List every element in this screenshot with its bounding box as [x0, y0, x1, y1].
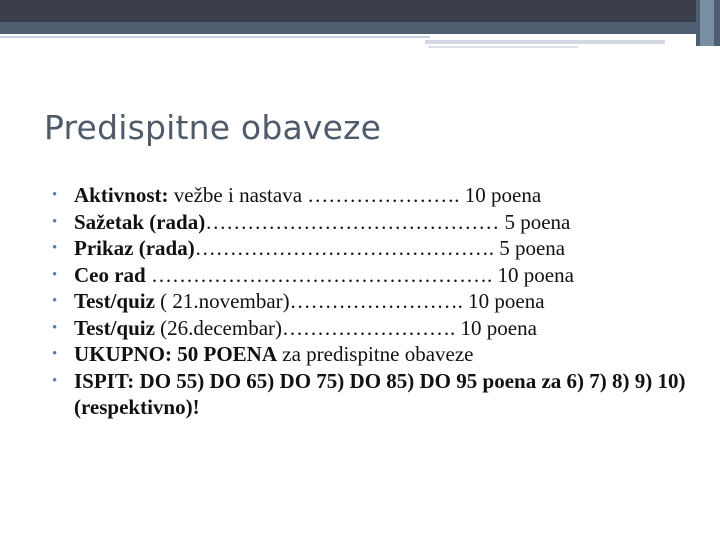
list-item — [52, 288, 712, 315]
item-bold: UKUPNO: 50 POENA — [74, 342, 277, 366]
bullet-list — [52, 182, 712, 421]
item-text: ( 21.novembar)……………………. 10 poena — [154, 289, 545, 313]
item-bold: Test/quiz — [74, 315, 155, 340]
item-text: za predispitne obaveze — [277, 342, 474, 366]
list-item — [52, 209, 712, 236]
item-text: vežbe i nastava …………………. 10 poena — [168, 183, 542, 207]
header-rule-3 — [428, 46, 578, 48]
bullet-icon: • — [52, 346, 58, 362]
bullet-icon: • — [52, 319, 58, 336]
item-bold: ISPIT: DO 55) DO 65) DO 75) DO 85) DO 95 poena za 6) 7) 8) 9) 10) (respektivno)! — [74, 368, 686, 419]
header-rule-2 — [425, 40, 665, 44]
item-bold: Test/quiz — [74, 289, 155, 313]
item-bold: Ceo rad — [74, 262, 146, 287]
bullet-icon: • — [52, 240, 58, 256]
header-band-mid — [0, 22, 720, 34]
item-bold: Aktivnost: — [74, 183, 169, 207]
bullet-icon: • — [52, 266, 58, 283]
bullet-icon: • — [52, 372, 58, 389]
item-bold: Sažetak (rada) — [74, 209, 206, 234]
header-band-dark — [0, 0, 720, 22]
list-item — [52, 235, 712, 262]
list-item — [52, 341, 712, 368]
bullet-icon: • — [52, 187, 58, 203]
list-item — [52, 262, 712, 289]
header-accent-right-inner — [700, 0, 714, 46]
bullet-icon: • — [52, 293, 58, 309]
list-item — [52, 182, 712, 209]
slide-title: Predispitne obaveze — [44, 108, 382, 147]
list-item — [52, 315, 712, 342]
header-rule-1 — [0, 36, 430, 38]
item-text: …………………………………… 5 poena — [205, 209, 571, 234]
item-text: (26.decembar)……………………. 10 poena — [154, 315, 537, 340]
item-bold: Prikaz (rada) — [74, 236, 195, 260]
item-text: …………………………………………. 10 poena — [145, 262, 574, 287]
list-item — [52, 368, 712, 421]
bullet-icon: • — [52, 213, 58, 230]
item-text: ……………………………………. 5 poena — [194, 236, 566, 260]
